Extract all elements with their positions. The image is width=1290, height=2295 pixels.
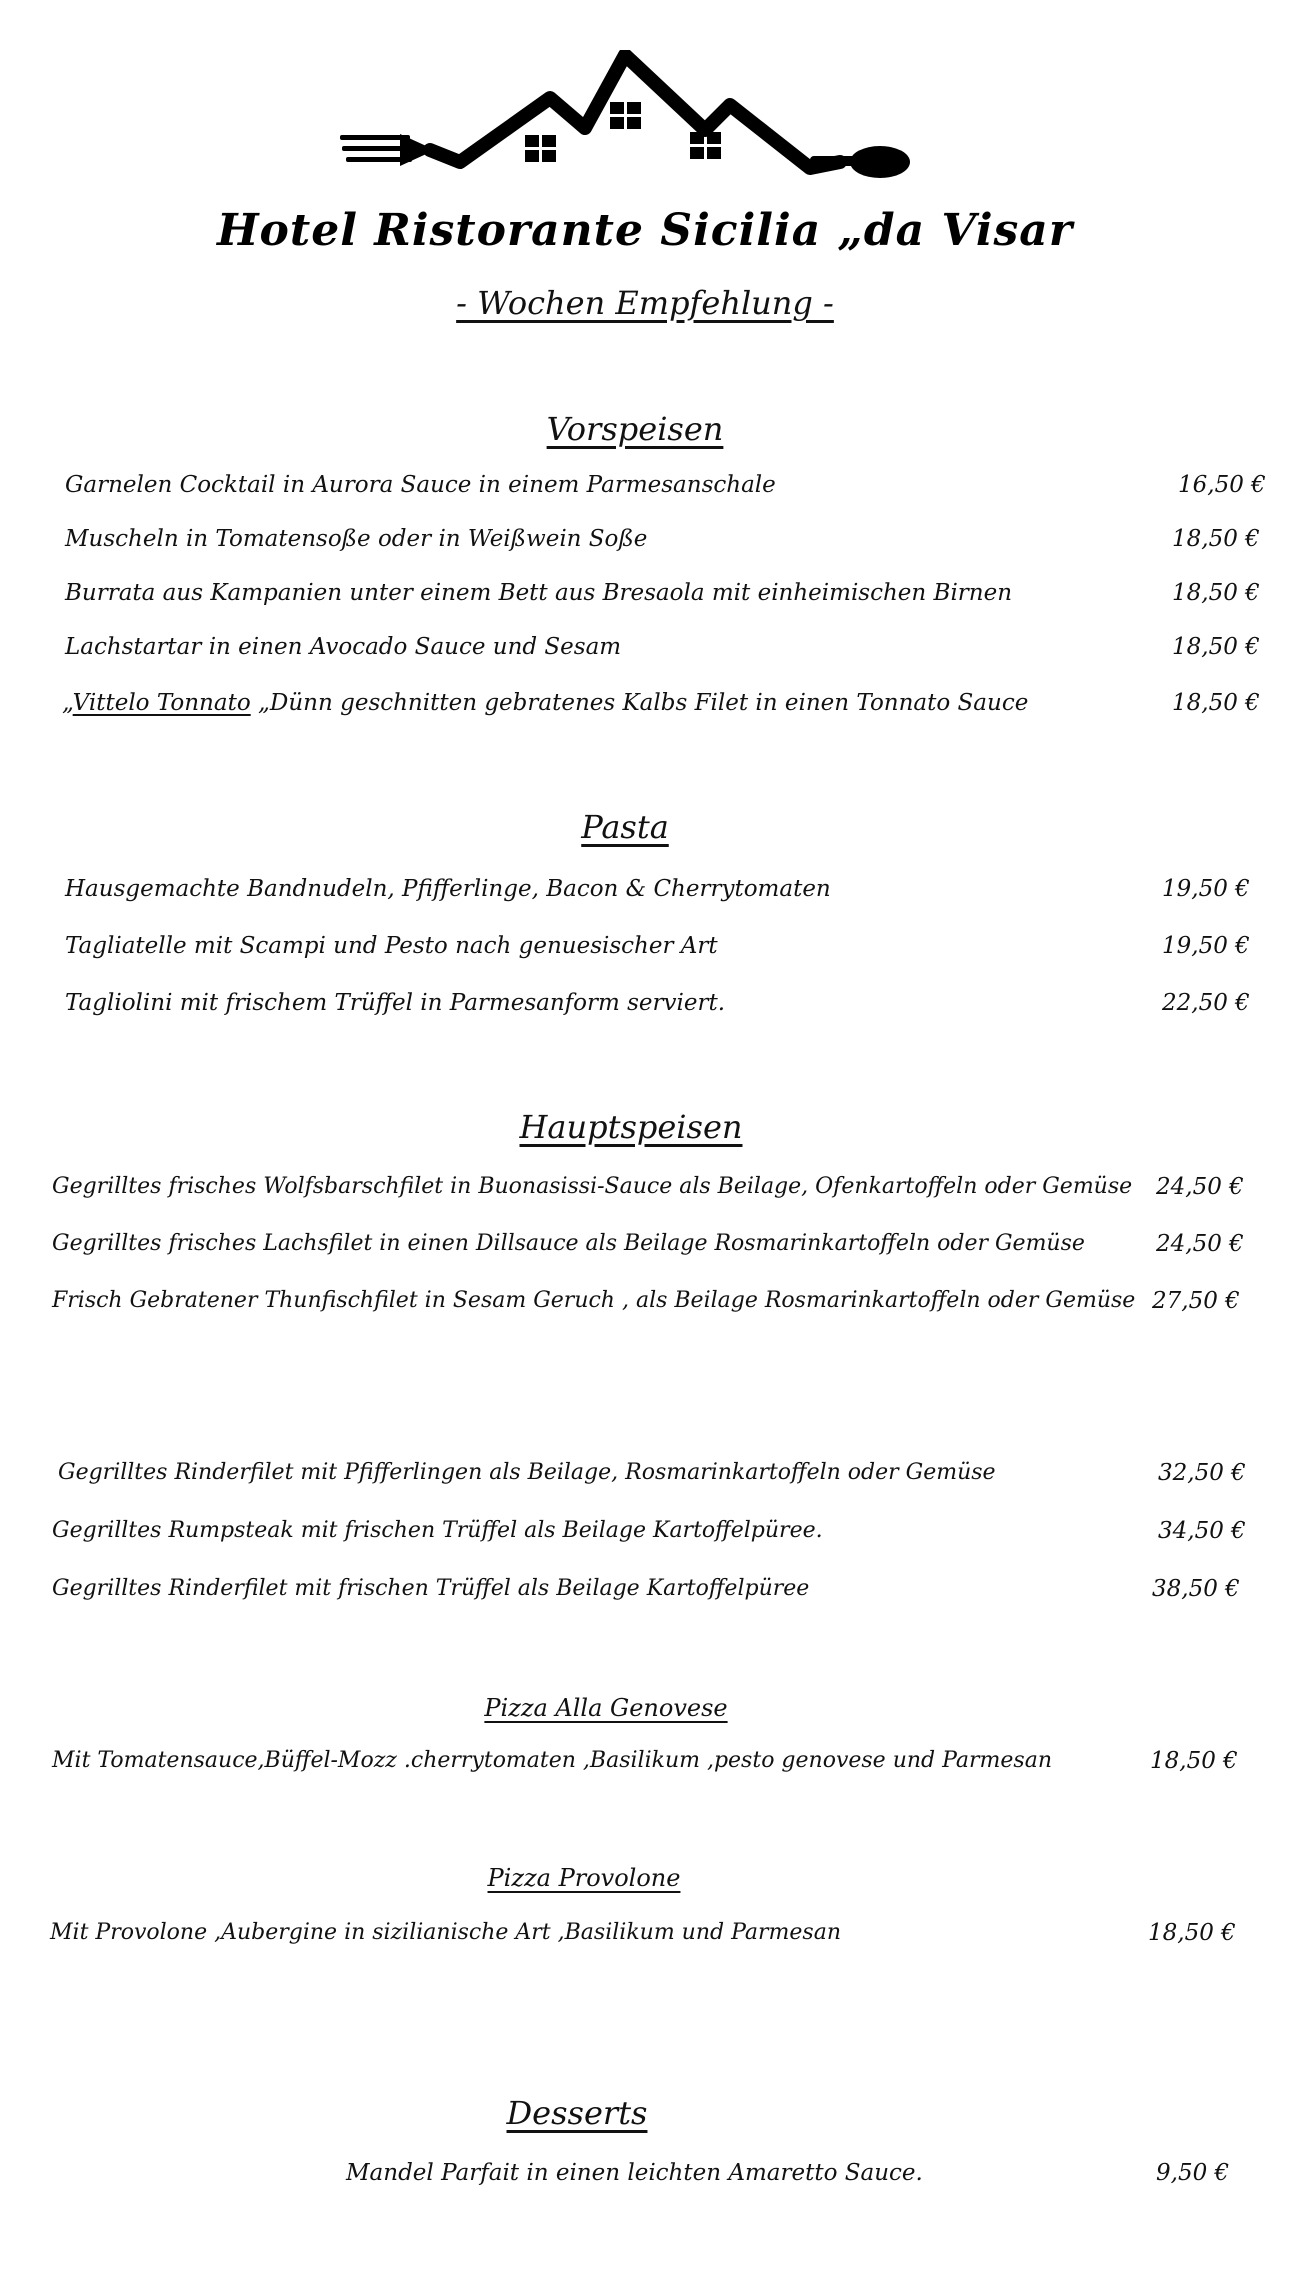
restaurant-name: Hotel Ristorante Sicilia „da Visar — [216, 205, 1073, 256]
menu-item-name: Tagliatelle mit Scampi und Pesto nach genuesischer Art — [65, 933, 718, 959]
menu-item-name: Gegrilltes frisches Wolfsbarschfilet in Buonasissi-Sauce als Beilage, Ofenkartoffeln oder Gemüse — [52, 1174, 1133, 1199]
menu-item-price: 18,50 € — [1172, 526, 1260, 552]
menu-item-name: Mandel Parfait in einen leichten Amaretto Sauce. — [346, 2160, 923, 2186]
menu-item-name: „Vittelo Tonnato „Dünn geschnitten gebratenes Kalbs Filet in einen Tonnato Sauce — [62, 690, 1029, 716]
menu-item-name: Burrata aus Kampanien unter einem Bett aus Bresaola mit einheimischen Birnen — [65, 580, 1013, 606]
menu-item-price: 18,50 € — [1172, 690, 1260, 716]
menu-item-name: Frisch Gebratener Thunfischfilet in Sesam Geruch , als Beilage Rosmarinkartoffeln oder Gemüse — [52, 1288, 1136, 1313]
menu-item-price: 32,50 € — [1158, 1460, 1246, 1486]
menu-item-price: 22,50 € — [1162, 990, 1250, 1016]
menu-item-price: 27,50 € — [1152, 1288, 1240, 1314]
menu-item-price: 9,50 € — [1156, 2160, 1230, 2186]
vittelo-tonnato-label: Vittelo Tonnato — [72, 690, 251, 716]
menu-item-name: Garnelen Cocktail in Aurora Sauce in einem Parmesanschale — [65, 472, 776, 498]
section-title-pizza-provolone: Pizza Provolone — [487, 1864, 681, 1892]
spoon-icon — [810, 146, 910, 178]
menu-item-price: 16,50 € — [1178, 472, 1266, 498]
menu-item-name: Muscheln in Tomatensoße oder in Weißwein Soße — [65, 526, 648, 552]
window-icon — [525, 135, 556, 162]
menu-item-price: 18,50 € — [1150, 1748, 1238, 1774]
menu-item-price: 18,50 € — [1148, 1920, 1236, 1946]
menu-item-name: Mit Provolone ,Aubergine in sizilianische Art ,Basilikum und Parmesan — [50, 1920, 841, 1945]
section-title-vorspeisen: Vorspeisen — [546, 410, 724, 448]
menu-item-price: 19,50 € — [1162, 876, 1250, 902]
menu-item-name: Mit Tomatensauce,Büffel-Mozz .cherrytomaten ,Basilikum ,pesto genovese und Parmesan — [52, 1748, 1053, 1773]
menu-item-name: Hausgemachte Bandnudeln, Pfifferlinge, Bacon & Cherrytomaten — [65, 876, 831, 902]
menu-item-name: Lachstartar in einen Avocado Sauce und Sesam — [65, 634, 622, 660]
menu-item-price: 18,50 € — [1172, 580, 1260, 606]
logo-house-fork-spoon — [340, 50, 910, 200]
menu-item-name: Gegrilltes frisches Lachsfilet in einen Dillsauce als Beilage Rosmarinkartoffeln oder Gemüse — [52, 1231, 1085, 1256]
section-title-hauptspeisen: Hauptspeisen — [519, 1108, 743, 1146]
page-subtitle: - Wochen Empfehlung - — [456, 284, 834, 322]
menu-item-price: 18,50 € — [1172, 634, 1260, 660]
menu-item-price: 24,50 € — [1156, 1174, 1244, 1200]
window-icon — [610, 102, 641, 129]
menu-item-name: Gegrilltes Rumpsteak mit frischen Trüffel als Beilage Kartoffelpüree. — [52, 1518, 823, 1543]
menu-item-name: Gegrilltes Rinderfilet mit Pfifferlingen als Beilage, Rosmarinkartoffeln oder Gemüse — [58, 1460, 996, 1485]
menu-item-price: 34,50 € — [1158, 1518, 1246, 1544]
menu-item-price: 19,50 € — [1162, 933, 1250, 959]
menu-item-name: Tagliolini mit frischem Trüffel in Parmesanform serviert. — [65, 990, 726, 1016]
fork-icon — [340, 134, 435, 166]
menu-item-price: 38,50 € — [1152, 1576, 1240, 1602]
menu-item-name: Gegrilltes Rinderfilet mit frischen Trüffel als Beilage Kartoffelpüree — [52, 1576, 810, 1601]
menu-item-price: 24,50 € — [1156, 1231, 1244, 1257]
section-title-desserts: Desserts — [506, 2094, 648, 2132]
section-title-pasta: Pasta — [581, 808, 669, 846]
section-title-pizza-genovese: Pizza Alla Genovese — [484, 1694, 728, 1722]
